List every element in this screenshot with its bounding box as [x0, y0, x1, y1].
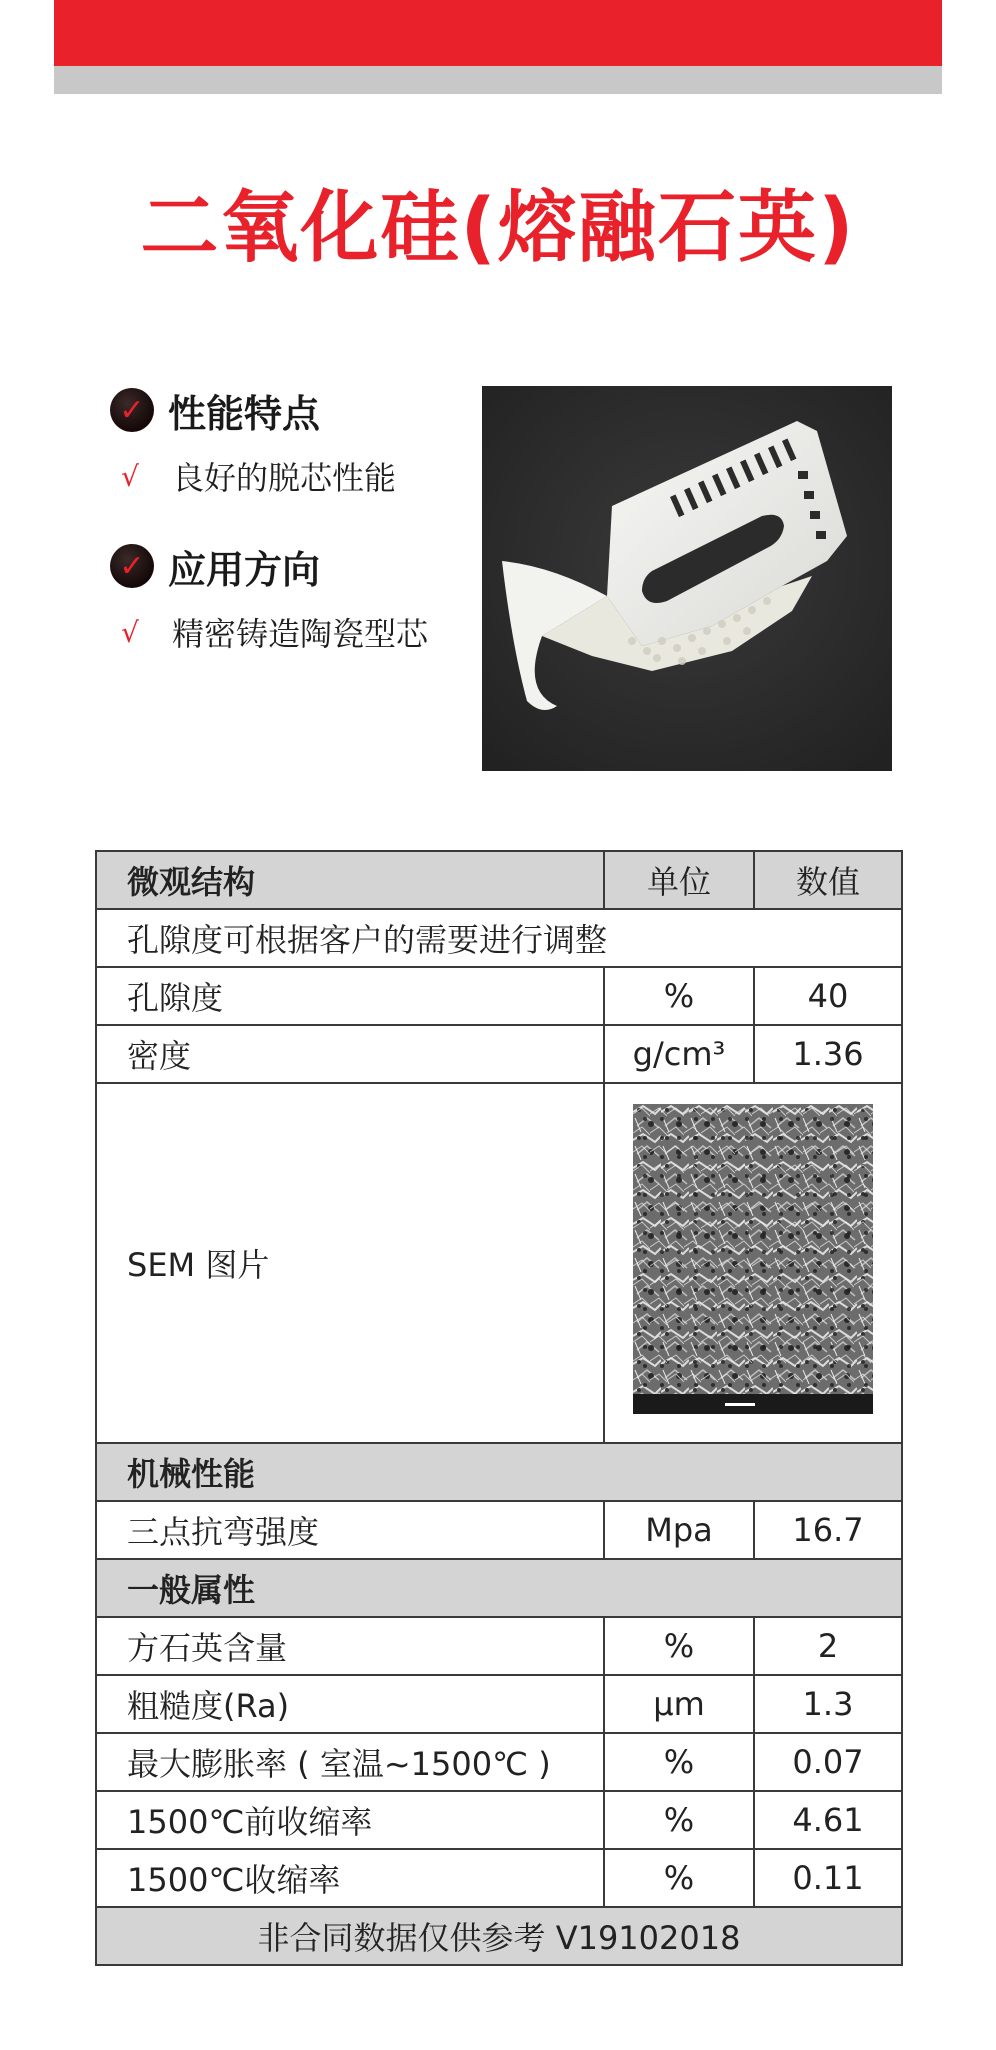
table-row: [96, 967, 902, 1025]
section-row-general: [96, 1559, 902, 1617]
table-header-row: [96, 851, 902, 909]
row-value: 16.7: [754, 1501, 902, 1559]
row-unit: Mpa: [604, 1501, 754, 1559]
top-red-band: [54, 0, 942, 66]
performance-heading-row: [110, 382, 396, 438]
row-value: 40: [754, 967, 902, 1025]
sem-micrograph-image: [633, 1104, 873, 1414]
row-unit: %: [604, 967, 754, 1025]
check-badge-icon: ✓: [110, 544, 154, 588]
row-name: 密度: [96, 1025, 604, 1083]
row-value: 1.36: [754, 1025, 902, 1083]
performance-item: [110, 452, 396, 500]
row-name: 三点抗弯强度: [96, 1501, 604, 1559]
table-row: [96, 1733, 902, 1791]
application-heading: 应用方向: [168, 547, 321, 592]
product-photo: [482, 386, 892, 771]
row-name: 1500℃收缩率: [96, 1849, 604, 1907]
performance-heading: 性能特点: [168, 391, 321, 436]
sem-label: SEM 图片: [96, 1083, 604, 1443]
section-heading: 机械性能: [96, 1443, 902, 1501]
sem-row: [96, 1083, 902, 1443]
table-row: [96, 1501, 902, 1559]
header-micro-structure: 微观结构: [96, 851, 604, 909]
top-gray-band: [54, 66, 942, 94]
application-section: [110, 538, 428, 656]
table-row: [96, 1849, 902, 1907]
table-row: [96, 1617, 902, 1675]
porosity-note: 孔隙度可根据客户的需要进行调整: [96, 909, 902, 967]
row-unit: %: [604, 1733, 754, 1791]
row-unit: %: [604, 1617, 754, 1675]
spec-table: [95, 850, 903, 1966]
row-name: 粗糙度(Ra): [96, 1675, 604, 1733]
performance-section: [110, 382, 396, 500]
row-name: 方石英含量: [96, 1617, 604, 1675]
row-name: 孔隙度: [96, 967, 604, 1025]
application-item-text: 精密铸造陶瓷型芯: [172, 615, 429, 653]
row-name: 最大膨胀率 ( 室温~1500℃ ): [96, 1733, 604, 1791]
ceramic-core-illustration: [482, 386, 892, 771]
row-name: 1500℃前收缩率: [96, 1791, 604, 1849]
footer-row: [96, 1907, 902, 1965]
row-unit: μm: [604, 1675, 754, 1733]
row-unit: g/cm³: [604, 1025, 754, 1083]
row-value: 2: [754, 1617, 902, 1675]
sem-image-cell: [604, 1083, 902, 1443]
row-unit: %: [604, 1849, 754, 1907]
table-row: [96, 1791, 902, 1849]
application-heading-row: [110, 538, 428, 594]
row-unit: %: [604, 1791, 754, 1849]
section-heading: 一般属性: [96, 1559, 902, 1617]
check-mark-icon: √: [121, 615, 139, 649]
page-title: 二氧化硅(熔融石英): [140, 183, 856, 273]
row-value: 0.07: [754, 1733, 902, 1791]
section-row-mechanical: [96, 1443, 902, 1501]
performance-item-text: 良好的脱芯性能: [172, 459, 397, 497]
check-badge-icon: ✓: [110, 388, 154, 432]
note-row: [96, 909, 902, 967]
row-value: 4.61: [754, 1791, 902, 1849]
row-value: 0.11: [754, 1849, 902, 1907]
disclaimer-text: 非合同数据仅供参考 V19102018: [96, 1907, 902, 1965]
check-mark-icon: √: [121, 459, 139, 493]
row-value: 1.3: [754, 1675, 902, 1733]
table-row: [96, 1025, 902, 1083]
table-row: [96, 1675, 902, 1733]
header-value: 数值: [754, 851, 902, 909]
header-unit: 单位: [604, 851, 754, 909]
application-item: [110, 608, 428, 656]
